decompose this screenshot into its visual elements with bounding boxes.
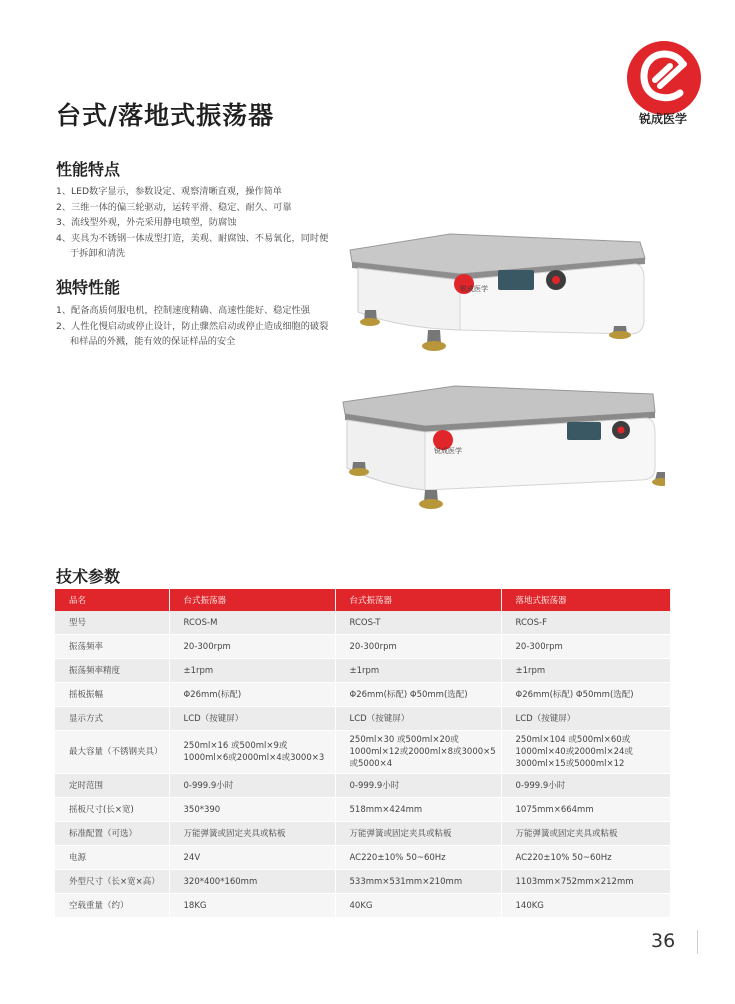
table-cell: 250ml×104 或500ml×60或1000ml×40或2000ml×24或3000ml×15或5000ml×12 xyxy=(501,731,670,774)
table-cell: RCOS-M xyxy=(169,611,335,635)
table-cell: 18KG xyxy=(169,894,335,918)
shaker-product-image xyxy=(340,230,660,360)
table-cell: RCOS-F xyxy=(501,611,670,635)
product-badge-text: 锐成医学 xyxy=(434,447,462,455)
table-cell: 518mm×424mm xyxy=(335,798,501,822)
table-row xyxy=(55,822,670,846)
table-cell: 20-300rpm xyxy=(169,635,335,659)
table-row xyxy=(55,611,670,635)
table-cell: 万能弹簧或固定夹具或粘板 xyxy=(169,822,335,846)
feature-item: 3、流线型外观，外壳采用静电喷塑，防腐蚀 xyxy=(56,217,237,228)
table-cell: 40KG xyxy=(335,894,501,918)
table-row xyxy=(55,846,670,870)
table-cell: Φ26mm(标配) Φ50mm(选配) xyxy=(335,683,501,707)
features-list xyxy=(56,184,336,262)
divider xyxy=(697,930,698,954)
table-cell: AC220±10% 50~60Hz xyxy=(335,846,501,870)
table-cell: ±1rpm xyxy=(169,659,335,683)
table-cell: 20-300rpm xyxy=(501,635,670,659)
table-cell: Φ26mm(标配) Φ50mm(选配) xyxy=(501,683,670,707)
column-header: 台式振荡器 xyxy=(169,589,335,611)
table-row xyxy=(55,798,670,822)
table-row xyxy=(55,635,670,659)
table-cell: 533mm×531mm×210mm xyxy=(335,870,501,894)
row-label-cell: 振荡频率 xyxy=(55,635,169,659)
table-cell: 1075mm×664mm xyxy=(501,798,670,822)
table-cell: 0-999.9小时 xyxy=(335,774,501,798)
table-cell: 250ml×30 或500ml×20或1000ml×12或2000ml×8或3000×5或5000×4 xyxy=(335,731,501,774)
unique-item: 1、配备高质伺服电机，控制速度精确、高速性能好、稳定性强 xyxy=(56,305,310,316)
table-cell: ±1rpm xyxy=(501,659,670,683)
table-cell: 250ml×16 或500ml×9或1000ml×6或2000ml×4或3000×3 xyxy=(169,731,335,774)
unique-list xyxy=(56,303,336,350)
table-cell: 0-999.9小时 xyxy=(169,774,335,798)
table-cell: 320*400*160mm xyxy=(169,870,335,894)
row-label-cell: 电源 xyxy=(55,846,169,870)
table-row xyxy=(55,731,670,774)
page-number: 36 xyxy=(651,930,676,952)
table-row xyxy=(55,659,670,683)
unique-item: 2、人性化慢启动或停止设计，防止骤然启动或停止造成细胞的破裂和样品的外溅，能有效的保证样品的安全 xyxy=(56,320,329,347)
column-header: 品名 xyxy=(55,589,169,611)
table-cell: 140KG xyxy=(501,894,670,918)
row-label-cell: 振荡频率精度 xyxy=(55,659,169,683)
row-label-cell: 外型尺寸（长×宽×高） xyxy=(55,870,169,894)
row-label-cell: 摇板尺寸(长×宽) xyxy=(55,798,169,822)
row-label-cell: 标准配置（可选） xyxy=(55,822,169,846)
unique-heading: 独特性能 xyxy=(56,278,121,297)
product-badge-text: 锐成医学 xyxy=(460,285,488,293)
specs-heading: 技术参数 xyxy=(56,567,121,586)
feature-item: 4、夹具为不锈钢一体成型打造，美观、耐腐蚀、不易氧化，同时便于拆卸和清洗 xyxy=(56,232,329,259)
spec-table-body xyxy=(55,611,670,918)
table-cell: LCD（按键屏） xyxy=(335,707,501,731)
spec-table xyxy=(55,589,671,918)
feature-item: 1、LED数字显示，参数设定、观察清晰直观，操作简单 xyxy=(56,186,282,197)
table-header-row xyxy=(55,589,670,611)
shaker-product-image xyxy=(335,382,665,512)
table-cell: ±1rpm xyxy=(335,659,501,683)
row-label-cell: 型号 xyxy=(55,611,169,635)
brand-name: 锐成医学 xyxy=(638,112,687,126)
row-label-cell: 定时范围 xyxy=(55,774,169,798)
table-cell: 20-300rpm xyxy=(335,635,501,659)
table-cell: 350*390 xyxy=(169,798,335,822)
features-heading: 性能特点 xyxy=(56,160,121,179)
table-cell: Φ26mm(标配) xyxy=(169,683,335,707)
column-header: 落地式振荡器 xyxy=(501,589,670,611)
table-cell: LCD（按键屏） xyxy=(501,707,670,731)
table-cell: 0-999.9小时 xyxy=(501,774,670,798)
row-label-cell: 摇板振幅 xyxy=(55,683,169,707)
table-cell: 万能弹簧或固定夹具或粘板 xyxy=(501,822,670,846)
table-row xyxy=(55,774,670,798)
table-row xyxy=(55,894,670,918)
table-cell: RCOS-T xyxy=(335,611,501,635)
table-cell: LCD（按键屏） xyxy=(169,707,335,731)
table-cell: 24V xyxy=(169,846,335,870)
feature-item: 2、三维一体的偏三轮驱动，运转平滑、稳定、耐久、可靠 xyxy=(56,201,292,213)
page-title: 台式/落地式振荡器 xyxy=(56,101,275,130)
table-cell: 万能弹簧或固定夹具或粘板 xyxy=(335,822,501,846)
table-row xyxy=(55,707,670,731)
row-label-cell: 最大容量（不锈钢夹具） xyxy=(55,731,169,774)
table-row xyxy=(55,870,670,894)
table-cell: AC220±10% 50~60Hz xyxy=(501,846,670,870)
column-header: 台式振荡器 xyxy=(335,589,501,611)
table-cell: 1103mm×752mm×212mm xyxy=(501,870,670,894)
row-label-cell: 显示方式 xyxy=(55,707,169,731)
table-row xyxy=(55,683,670,707)
row-label-cell: 空载重量（约） xyxy=(55,894,169,918)
